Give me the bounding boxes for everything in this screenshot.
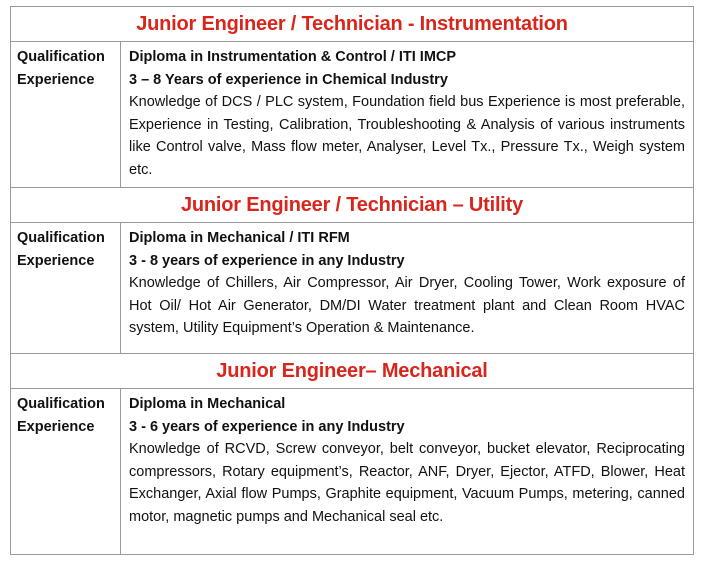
- job-openings-table: [10, 6, 694, 555]
- label-column: [11, 223, 121, 353]
- experience-value: 3 – 8 Years of experience in Chemical Industry: [129, 71, 448, 88]
- qualification-value: Diploma in Instrumentation & Control / ITI IMCP: [129, 49, 457, 65]
- qualification-label: Qualification: [17, 230, 105, 246]
- description-text: Knowledge of Chillers, Air Compressor, Air Dryer, Cooling Tower, Work exposure of Hot Oil/ Hot Air Generator, DM/DI Water treatment plant and Clean Room HVAC system, Utility Equipment’s Operation & Maintenance.: [129, 275, 685, 336]
- experience-label: Experience: [17, 418, 95, 435]
- experience-value: 3 - 8 years of experience in any Industry: [129, 252, 405, 269]
- detail-column: [121, 389, 693, 554]
- section-title-row: [11, 188, 693, 223]
- qualification-value: Diploma in Mechanical: [129, 396, 286, 412]
- experience-label: Experience: [17, 252, 95, 269]
- qualification-label: Qualification: [17, 49, 105, 65]
- section-body: [11, 389, 693, 555]
- qualification-label: Qualification: [17, 396, 105, 412]
- section-body: [11, 42, 693, 188]
- experience-label: Experience: [17, 71, 95, 88]
- description-text: Knowledge of DCS / PLC system, Foundation field bus Experience is most preferable, Experience in Testing, Calibration, Troubleshooting & Analysis of various instruments like Control valve, Mass flow meter, Analyser, Level Tx., Pressure Tx., Weigh system etc.: [129, 94, 685, 178]
- experience-value: 3 - 6 years of experience in any Industry: [129, 418, 405, 435]
- section-title: Junior Engineer / Technician - Instrumentation: [136, 12, 568, 35]
- detail-column: [121, 223, 693, 353]
- qualification-value: Diploma in Mechanical / ITI RFM: [129, 230, 350, 246]
- description-text: Knowledge of RCVD, Screw conveyor, belt conveyor, bucket elevator, Reciprocating compressors, Rotary equipment’s, Reactor, ANF, Dryer, Ejector, ATFD, Blower, Heat Exchanger, Axial flow Pumps, Graphite equipment, Vacuum Pumps, metering, canned motor, magnetic pumps and Mechanical seal etc.: [129, 441, 685, 525]
- section-title-row: [11, 7, 693, 42]
- detail-column: [121, 42, 693, 187]
- section-title: Junior Engineer– Mechanical: [216, 359, 488, 382]
- section-title: Junior Engineer / Technician – Utility: [180, 193, 524, 216]
- section-body: [11, 223, 693, 354]
- label-column: [11, 389, 121, 554]
- section-title-row: [11, 354, 693, 389]
- label-column: [11, 42, 121, 187]
